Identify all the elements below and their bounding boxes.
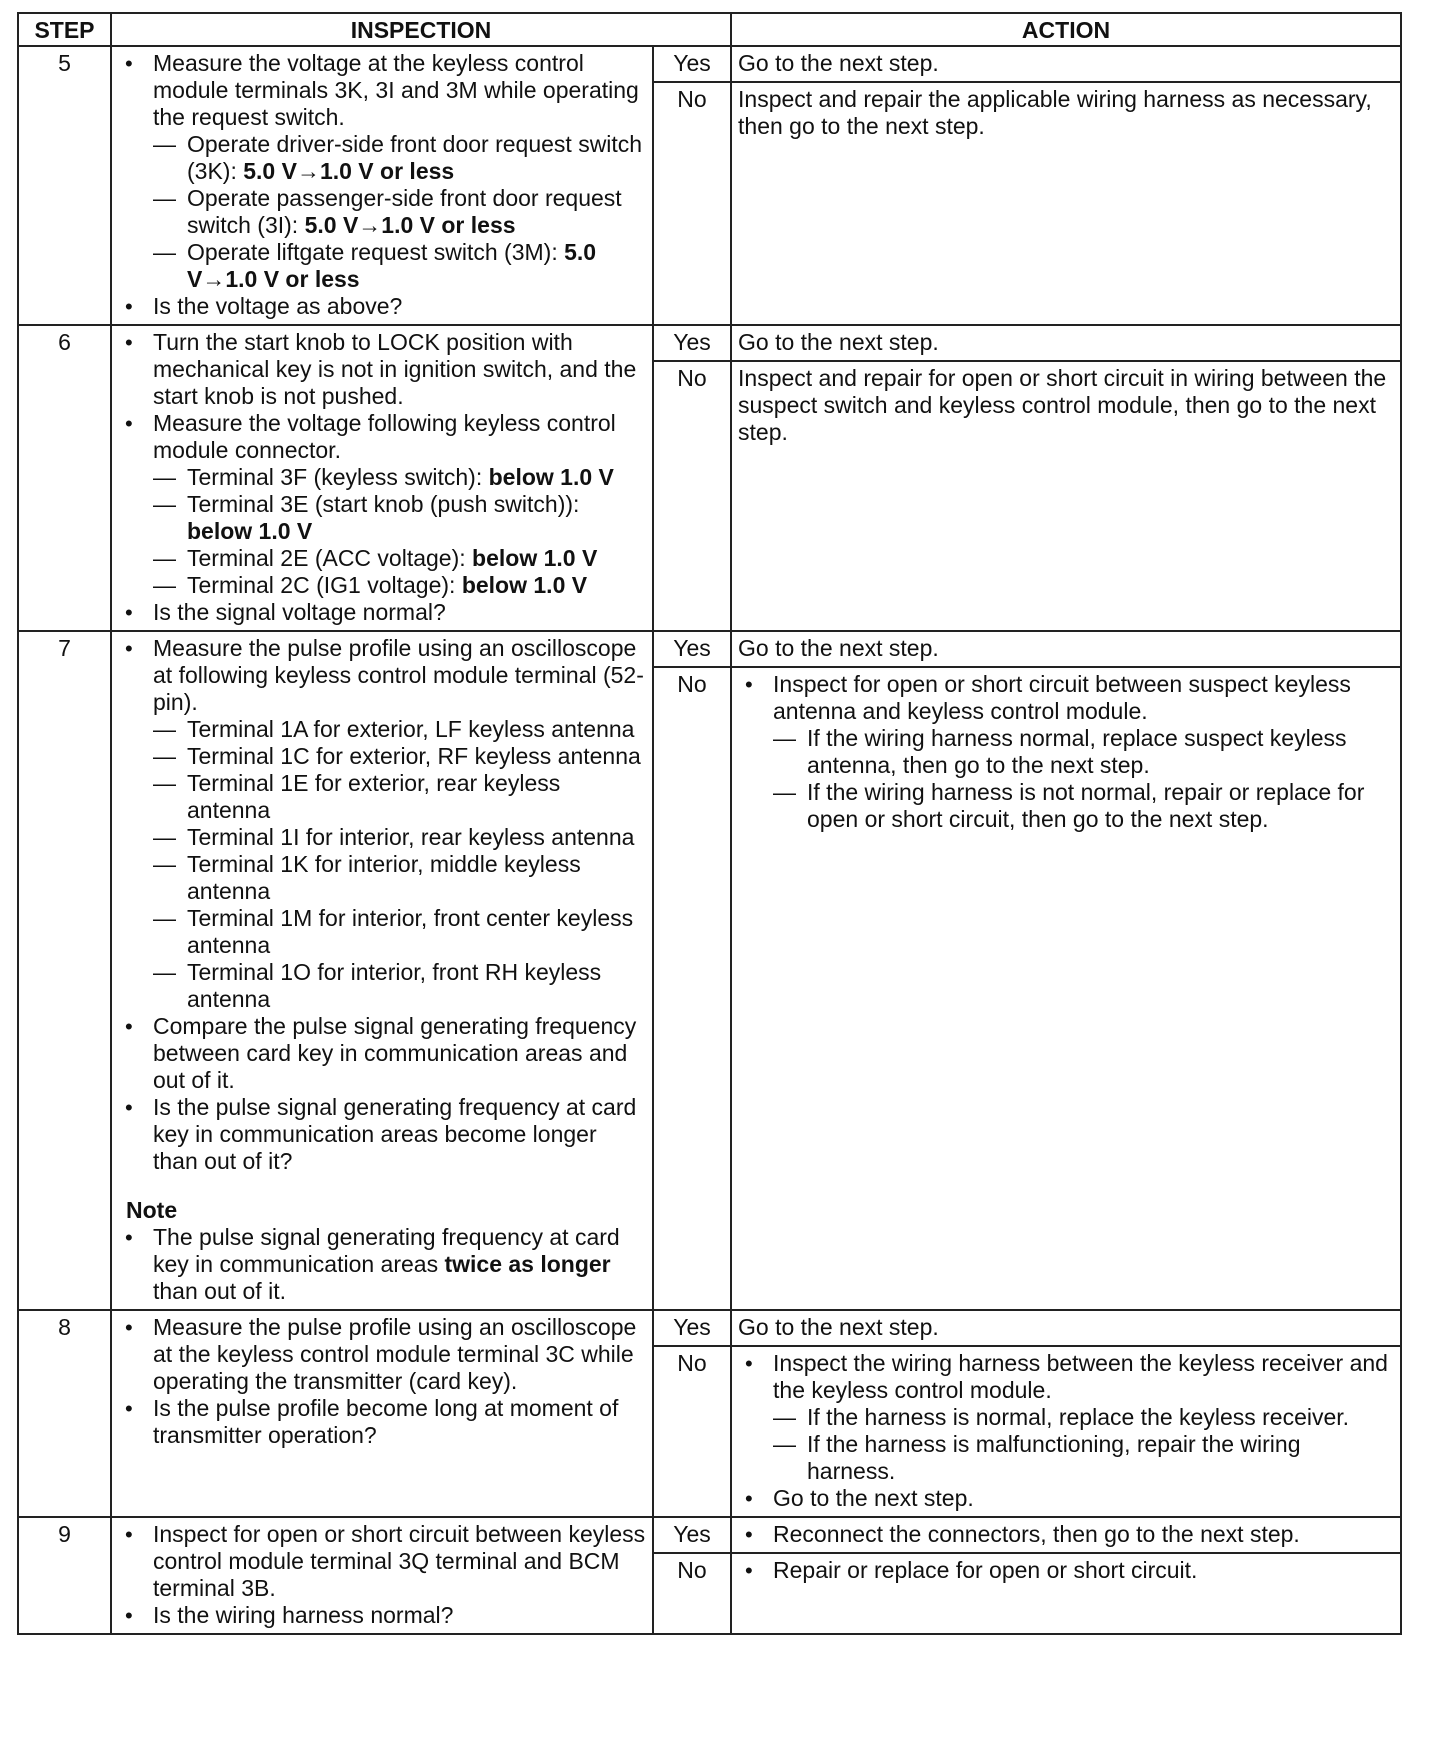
step-number: 7 <box>18 631 111 1310</box>
yes-action: Go to the next step. <box>731 46 1401 82</box>
action-text: If the wiring harness normal, replace suspect keyless antenna, then go to the next step. <box>807 725 1347 778</box>
spec-value: 5.0 V→1.0 V or less <box>187 239 597 292</box>
list-item <box>118 50 646 293</box>
list-item <box>118 635 646 1013</box>
step-8-yes-row <box>18 1310 1401 1346</box>
inspection-text: Operate driver-side front door request switch (3K): <box>187 131 643 184</box>
no-label: No <box>653 361 731 631</box>
list-item <box>118 1602 646 1629</box>
no-action: Inspect and repair for open or short circuit in wiring between the suspect switch and keyless control module, then go to the next step. <box>731 361 1401 631</box>
step-8-inspection <box>111 1310 653 1517</box>
no-action <box>731 1346 1401 1517</box>
list-item: — If the wiring harness normal, replace suspect keyless antenna, then go to the next step. <box>773 725 1347 778</box>
inspection-text: Terminal 2E (ACC voltage): <box>187 545 473 571</box>
no-label: No <box>653 667 731 1310</box>
inspection-text: Terminal 3E (start knob (push switch)): <box>187 491 580 517</box>
inspection-text: Terminal 1C for exterior, RF keyless antenna <box>187 743 641 769</box>
step-number: 9 <box>18 1517 111 1634</box>
yes-action: Go to the next step. <box>731 631 1401 667</box>
step-7-yes-row <box>18 631 1401 667</box>
inspection-text: Terminal 1K for interior, middle keyless antenna <box>187 851 581 904</box>
list-item: — Terminal 2C (IG1 voltage): below 1.0 V <box>153 572 588 598</box>
inspection-text: Is the pulse signal generating frequency at card key in communication areas become longer than out of it? <box>153 1094 637 1174</box>
spec-value: 5.0 V→1.0 V or less <box>243 158 455 184</box>
action-text: Reconnect the connectors, then go to the next step. <box>773 1521 1300 1547</box>
inspection-text: Measure the voltage at the keyless control module terminals 3K, 3I and 3M while operating the request switch. <box>153 50 639 130</box>
list-item <box>118 1094 646 1175</box>
list-item <box>118 1013 646 1094</box>
note-emphasis: twice as longer <box>444 1251 611 1277</box>
action-text: If the harness is malfunctioning, repair the wiring harness. <box>807 1431 1301 1484</box>
step-9-yes-row <box>18 1517 1401 1553</box>
inspection-text: Is the voltage as above? <box>153 293 403 319</box>
inspection-text: Terminal 1I for interior, rear keyless antenna <box>187 824 635 850</box>
action-text: Inspect for open or short circuit between suspect keyless antenna and keyless control module. <box>773 671 1351 724</box>
list-item: — Terminal 3F (keyless switch): below 1.0 V <box>153 464 614 490</box>
inspection-text: Terminal 1E for exterior, rear keyless antenna <box>187 770 561 823</box>
step-7-inspection <box>111 631 653 1310</box>
list-item: — Terminal 1C for exterior, RF keyless antenna <box>153 743 641 769</box>
action-text: Repair or replace for open or short circuit. <box>773 1557 1198 1583</box>
no-label: No <box>653 1346 731 1517</box>
yes-action: Go to the next step. <box>731 325 1401 361</box>
inspection-text: Is the signal voltage normal? <box>153 599 446 625</box>
list-item: — If the harness is malfunctioning, repair the wiring harness. <box>773 1431 1301 1484</box>
list-item: — Terminal 2E (ACC voltage): below 1.0 V <box>153 545 598 571</box>
diagnostic-table <box>17 12 1402 1635</box>
inspection-text: Is the pulse profile become long at moment of transmitter operation? <box>153 1395 619 1448</box>
step-number: 5 <box>18 46 111 325</box>
note-text: The pulse signal generating frequency at card key in communication areas <box>153 1224 620 1277</box>
list-item <box>118 599 646 626</box>
step-number: 8 <box>18 1310 111 1517</box>
note-title: Note <box>126 1197 178 1223</box>
step-5-inspection <box>111 46 653 325</box>
list-item: — Operate passenger-side front door request switch (3I): 5.0 V→1.0 V or less <box>153 185 622 238</box>
inspection-text: Inspect for open or short circuit between keyless control module terminal 3Q terminal and BCM terminal 3B. <box>153 1521 646 1601</box>
list-item <box>118 410 646 599</box>
list-item <box>738 671 1394 833</box>
header-action: ACTION <box>731 13 1401 46</box>
inspection-text: Compare the pulse signal generating frequency between card key in communication areas and out of it. <box>153 1013 637 1093</box>
list-item: — Operate liftgate request switch (3M): 5.0 V→1.0 V or less <box>153 239 597 292</box>
note-text: than out of it. <box>153 1278 286 1304</box>
list-item: — Terminal 1O for interior, front RH keyless antenna <box>153 959 602 1012</box>
list-item <box>118 1314 646 1395</box>
no-label: No <box>653 82 731 325</box>
action-text: If the wiring harness is not normal, repair or replace for open or short circuit, then go to the next step. <box>807 779 1365 832</box>
inspection-text: Terminal 3F (keyless switch): <box>187 464 489 490</box>
yes-label: Yes <box>653 46 731 82</box>
step-9-inspection <box>111 1517 653 1634</box>
inspection-text: Turn the start knob to LOCK position with mechanical key is not in ignition switch, and the start knob is not pushed. <box>153 329 637 409</box>
inspection-text: Is the wiring harness normal? <box>153 1602 454 1628</box>
list-item: — Terminal 1K for interior, middle keyless antenna <box>153 851 581 904</box>
header-row <box>18 13 1401 46</box>
spec-value: 5.0 V→1.0 V or less <box>304 212 516 238</box>
no-action <box>731 1553 1401 1634</box>
list-item <box>738 1350 1394 1485</box>
yes-label: Yes <box>653 631 731 667</box>
yes-action <box>731 1517 1401 1553</box>
list-item: — Terminal 1E for exterior, rear keyless antenna <box>153 770 561 823</box>
list-item: — Terminal 1A for exterior, LF keyless antenna <box>153 716 635 742</box>
inspection-text: Terminal 2C (IG1 voltage): <box>187 572 462 598</box>
list-item <box>118 329 646 410</box>
inspection-text: Operate passenger-side front door request switch (3I): <box>187 185 622 238</box>
list-item <box>118 293 646 320</box>
inspection-text: Terminal 1M for interior, front center keyless antenna <box>187 905 634 958</box>
list-item: — Terminal 1M for interior, front center keyless antenna <box>153 905 634 958</box>
list-item <box>738 1557 1394 1584</box>
no-action: Inspect and repair the applicable wiring harness as necessary, then go to the next step. <box>731 82 1401 325</box>
action-text: Go to the next step. <box>773 1485 974 1511</box>
action-text: Inspect the wiring harness between the keyless receiver and the keyless control module. <box>773 1350 1388 1403</box>
list-item <box>118 1395 646 1449</box>
inspection-text: Measure the voltage following keyless control module connector. <box>153 410 616 463</box>
inspection-text: Operate liftgate request switch (3M): <box>187 239 565 265</box>
list-item: — Operate driver-side front door request switch (3K): 5.0 V→1.0 V or less <box>153 131 643 184</box>
inspection-text: Measure the pulse profile using an oscilloscope at the keyless control module terminal 3C while operating the transmitter (card key). <box>153 1314 637 1394</box>
no-action <box>731 667 1401 1310</box>
header-inspection: INSPECTION <box>111 13 731 46</box>
list-item <box>118 1224 646 1305</box>
list-item <box>118 1521 646 1602</box>
spec-value: below 1.0 V <box>187 518 313 544</box>
step-6-yes-row <box>18 325 1401 361</box>
spec-value: below 1.0 V <box>472 545 598 571</box>
spec-value: below 1.0 V <box>488 464 614 490</box>
spec-value: below 1.0 V <box>461 572 588 598</box>
list-item <box>738 1521 1394 1548</box>
action-text: If the harness is normal, replace the keyless receiver. <box>807 1404 1350 1430</box>
list-item <box>738 1485 1394 1512</box>
list-item: — If the wiring harness is not normal, repair or replace for open or short circuit, then go to the next step. <box>773 779 1365 832</box>
yes-label: Yes <box>653 325 731 361</box>
note-list <box>118 1224 646 1305</box>
inspection-text: Terminal 1A for exterior, LF keyless antenna <box>187 716 635 742</box>
list-item: — Terminal 1I for interior, rear keyless antenna <box>153 824 635 850</box>
header-step: STEP <box>18 13 111 46</box>
step-number: 6 <box>18 325 111 631</box>
yes-action: Go to the next step. <box>731 1310 1401 1346</box>
list-item: — If the harness is normal, replace the keyless receiver. <box>773 1404 1350 1430</box>
step-5-yes-row <box>18 46 1401 82</box>
yes-label: Yes <box>653 1517 731 1553</box>
list-item: — Terminal 3E (start knob (push switch)): below 1.0 V <box>153 491 580 544</box>
yes-label: Yes <box>653 1310 731 1346</box>
inspection-text: Measure the pulse profile using an oscilloscope at following keyless control module terminal (52-pin). <box>153 635 644 715</box>
no-label: No <box>653 1553 731 1634</box>
step-6-inspection <box>111 325 653 631</box>
inspection-text: Terminal 1O for interior, front RH keyless antenna <box>187 959 602 1012</box>
